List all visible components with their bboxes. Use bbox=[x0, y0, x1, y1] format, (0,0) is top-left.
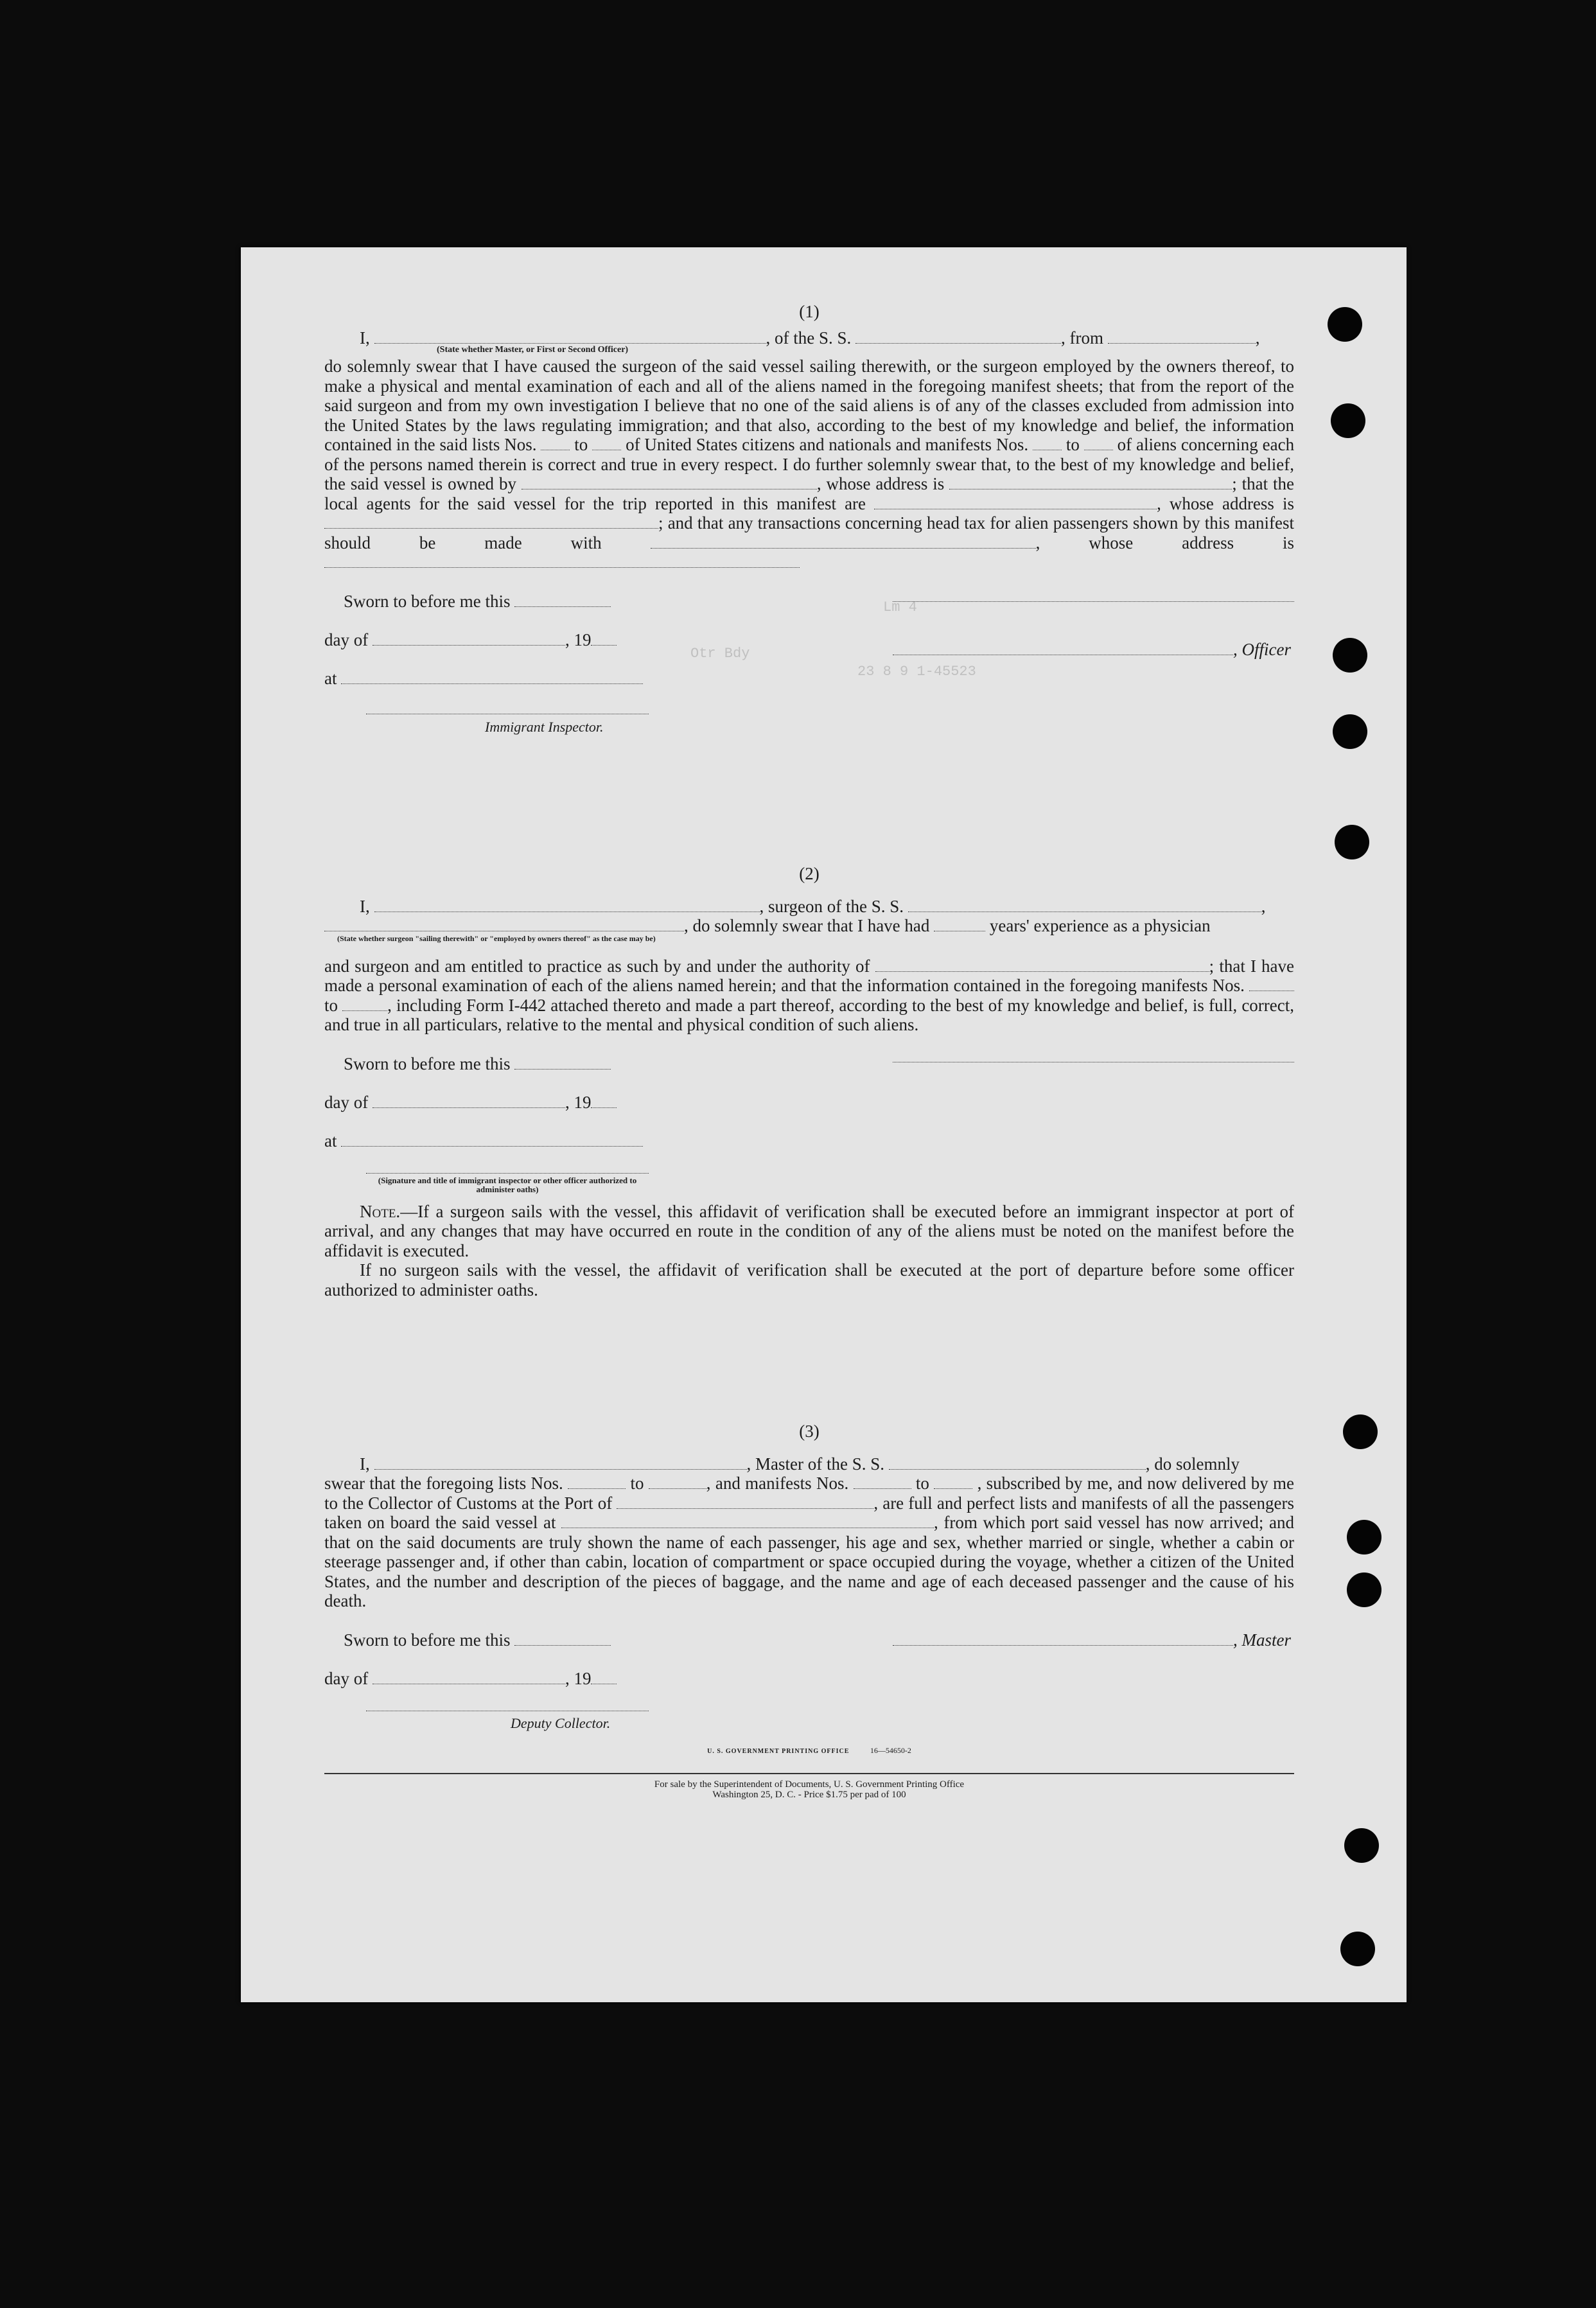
punch-hole bbox=[1333, 638, 1367, 673]
officer-signature-field[interactable] bbox=[893, 642, 1233, 655]
punch-hole bbox=[1331, 403, 1365, 438]
year-field[interactable] bbox=[591, 632, 617, 646]
boarding-port-field[interactable] bbox=[561, 1515, 934, 1528]
inspector-signature-line[interactable] bbox=[366, 1173, 649, 1174]
section2-signatures: Sworn to before me this day of , 19 at (Signature and title of immigrant inspector or other officer authorized to administer oaths) bbox=[324, 1054, 1294, 1195]
sworn-day-field[interactable] bbox=[514, 1632, 611, 1646]
punch-hole bbox=[1347, 1572, 1381, 1607]
from-port-field[interactable] bbox=[1108, 330, 1256, 344]
collector-label: Deputy Collector. bbox=[511, 1714, 611, 1731]
place-field[interactable] bbox=[341, 671, 643, 684]
officer-signature-line-top[interactable] bbox=[893, 601, 1294, 602]
lists-from-field[interactable] bbox=[541, 437, 570, 450]
authority-field[interactable] bbox=[875, 958, 1209, 972]
lists-to-field[interactable] bbox=[592, 437, 621, 450]
punch-hole bbox=[1347, 1520, 1381, 1555]
inspector-label: Immigrant Inspector. bbox=[485, 718, 604, 735]
section-number: (1) bbox=[799, 302, 820, 321]
section-number: (2) bbox=[799, 864, 820, 883]
show-through-text: Otr Bdy bbox=[690, 646, 750, 662]
year-field[interactable] bbox=[591, 1095, 617, 1108]
footer-rule bbox=[324, 1773, 1294, 1774]
section1-oath: do solemnly swear that I have caused the surgeon of the said vessel sailing therewith, or the surgeon employed by the owners thereof, to make a physical and mental examination of each and all of the aliens named in the foregoing manifest sheets; that from the report of the said surgeon and from my own investigation I believe that no one of the said aliens is of any of the classes excluded from admission into the United States by the laws regulating immigration; and that also, according to the best of my knowledge and belief, the information contained in the said lists Nos. to of United States citizens and nationals and manifests Nos. to of aliens concerning each of the persons named therein is correct and true in every respect. I do further solemnly swear that, to the best of my knowledge and belief, the said vessel is owned by , whose address is ; that the local agents for the said vessel for the trip reported in this manifest are , whose address is ; and that any transactions concerning head tax for alien passengers shown by this manifest should be made with , whose address is bbox=[324, 357, 1294, 572]
agents-field[interactable] bbox=[874, 496, 1157, 509]
agents-address-field[interactable] bbox=[324, 515, 658, 529]
lists-to-field[interactable] bbox=[649, 1476, 706, 1489]
punch-hole bbox=[1335, 825, 1369, 859]
head-tax-contact-field[interactable] bbox=[651, 535, 1036, 549]
surgeon-name-field[interactable] bbox=[374, 899, 760, 912]
vessel-name-field[interactable] bbox=[855, 330, 1061, 344]
manifest-page bbox=[241, 247, 1407, 2002]
section3-signatures: Sworn to before me this , Master day of , 19 Deputy Collector. bbox=[324, 1630, 1294, 1727]
year-field[interactable] bbox=[591, 1671, 617, 1684]
head-tax-address-field[interactable] bbox=[324, 554, 800, 568]
gpo-imprint: U. S. GOVERNMENT PRINTING OFFICE 16—54650-2 bbox=[707, 1745, 911, 1755]
master-name-field[interactable] bbox=[374, 1456, 747, 1470]
sale-notice: For sale by the Superintendent of Documents, U. S. Government Printing Office Washington 25, D. C. - Price $1.75 per pad of 100 bbox=[654, 1779, 965, 1800]
section-2: (2) I, , surgeon of the S. S. , , do solemnly swear that I have had years' experience as a physician (State whether surgeon "sailing therewith" or "employed by owners thereof" as the case may be) and surgeon and am entitled to practice as such by and under the authority of ; that I have made a personal examination of each of the aliens named herein; and that the information contained in the foregoing manifests Nos. to , including Form I-442 attached thereto and made a part thereof, according to the best of my knowledge and belief, is full, correct, and true in all particulars, relative to the mental and physical condition of such aliens. Sworn to before me this day of , 19 at (Signature and title of immigrant inspector or other officer authorized to administer oaths) Note.—If a surgeon sails with the vessel, this affidavit of verification shall be executed before an immigrant inspector at port of arrival, and any changes that may have occurred en route in the condition of any of the aliens must be noted on the manifest before the affidavit is executed. If no surgeon sails with the vessel, the affidavit of verification shall be executed at the port of departure before some officer authorized to administer oaths. bbox=[324, 864, 1295, 1299]
manifests-to-field[interactable] bbox=[934, 1476, 972, 1489]
manifests-to-field[interactable] bbox=[1084, 437, 1113, 450]
owner-address-field[interactable] bbox=[949, 476, 1232, 489]
section-3: (3) I, , Master of the S. S. , do solemnly swear that the foregoing lists Nos. to , and manifests Nos. to , subscribed by me, and now delivered by me to the Collector of Customs at the Port of , are full and perfect lists and manifests of all the passengers taken on board the said vessel at , from which port said vessel has now arrived; and that on the said documents are truly shown the name of each passenger, his age and sex, whether married or single, whether a cabin or steerage passenger and, if other than cabin, location of compartment or space occupied during the voyage, whether a citizen of the United States, and the number and description of the pieces of baggage, and the name and age of each deceased passenger and the cause of his death. Sworn to before me this , Master day of , 19 Deputy Collector. U. S. GOVERNMENT PRINTING OFFICE 16—54650-2 For sale by the Superintendent of Documents, U. S. Government Printing Office Washington 25, D. C. - Price $1.75 per pad of 100 bbox=[324, 1422, 1295, 1800]
day-of-field[interactable] bbox=[373, 1095, 565, 1108]
surgeon-vessel-field[interactable] bbox=[908, 899, 1261, 912]
section-number: (3) bbox=[799, 1422, 820, 1441]
section-1 bbox=[324, 302, 1294, 746]
place-field[interactable] bbox=[341, 1133, 643, 1147]
punch-hole bbox=[1344, 1828, 1379, 1863]
punch-hole bbox=[1328, 307, 1362, 342]
affidavit-note-2: If no surgeon sails with the vessel, the affidavit of verification shall be executed at the port of departure before some officer authorized to administer oaths. bbox=[324, 1260, 1294, 1299]
years-experience-field[interactable] bbox=[934, 918, 985, 931]
lists-from-field[interactable] bbox=[568, 1476, 626, 1489]
punch-hole bbox=[1343, 1414, 1378, 1449]
officer-rank-note: (State whether Master, or First or Second Officer) bbox=[437, 345, 629, 355]
show-through-text: 23 8 9 1-45523 bbox=[857, 664, 976, 680]
sworn-day-field[interactable] bbox=[514, 594, 611, 607]
master-vessel-field[interactable] bbox=[889, 1456, 1146, 1470]
punch-hole bbox=[1333, 714, 1367, 749]
section1-line1: I, , of the S. S. , from , bbox=[360, 328, 1260, 348]
manifests-from-field[interactable] bbox=[854, 1476, 911, 1489]
day-of-field[interactable] bbox=[373, 632, 565, 646]
sworn-day-field[interactable] bbox=[514, 1056, 611, 1070]
owner-field[interactable] bbox=[522, 476, 817, 489]
section1-signatures: Sworn to before me this day of , 19 at Immigrant Inspector. , Officer bbox=[324, 592, 1294, 746]
surgeon-status-field[interactable] bbox=[324, 918, 684, 931]
manifests-to-field[interactable] bbox=[342, 998, 387, 1011]
master-signature-field[interactable] bbox=[893, 1632, 1233, 1646]
signature-title-note: (Signature and title of immigrant inspector or other officer authorized to administer oaths) bbox=[378, 1175, 637, 1194]
officer-name-field[interactable] bbox=[374, 330, 766, 344]
affidavit-note: Note.—If a surgeon sails with the vessel, this affidavit of verification shall be executed before an immigrant inspector at port of arrival, and any changes that may have occurred en route in the condition of any of the aliens must be noted on the manifest before the affidavit is executed. bbox=[324, 1201, 1294, 1260]
show-through-text: Lm 4 bbox=[883, 599, 917, 615]
port-field[interactable] bbox=[617, 1495, 873, 1509]
manifests-from-field[interactable] bbox=[1033, 437, 1062, 450]
punch-hole bbox=[1340, 1932, 1375, 1966]
day-of-field[interactable] bbox=[373, 1671, 565, 1684]
manifests-from-field[interactable] bbox=[1249, 978, 1294, 991]
surgeon-status-note: (State whether surgeon "sailing therewith" or "employed by owners thereof" as the case may be) bbox=[337, 933, 656, 943]
